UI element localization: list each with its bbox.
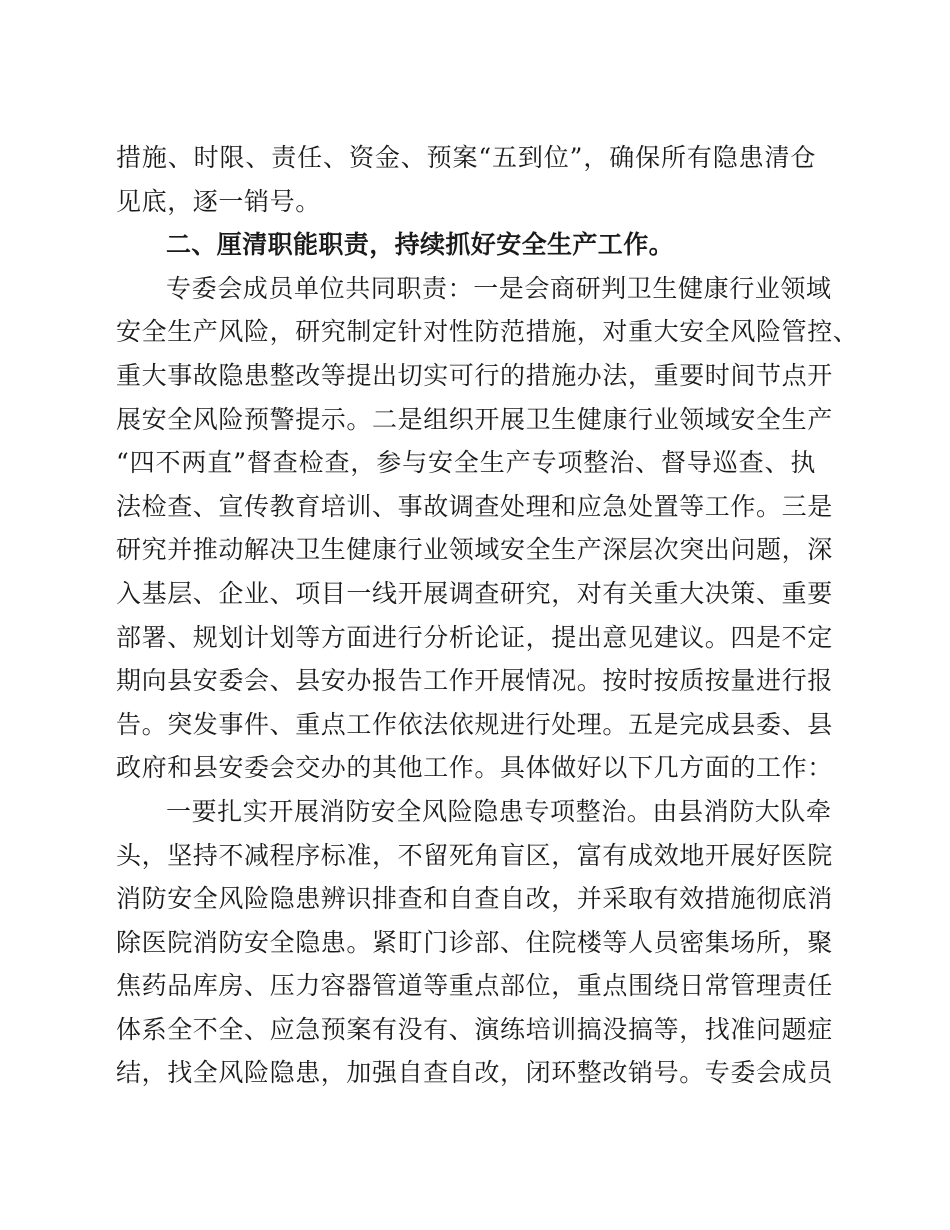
text-line: 体系全不全、应急预案有没有、演练培训搞没搞等，找准问题症 [116,1014,833,1044]
text-line: 部署、规划计划等方面进行分析论证，提出意见建议。四是不定 [116,622,833,652]
text-line: 重大事故隐患整改等提出切实可行的措施办法，重要时间节点开 [116,360,833,390]
section-heading [116,223,816,267]
text-line: 焦药品库房、压力容器管道等重点部位，重点围绕日常管理责任 [116,971,833,1001]
text-line: 研究并推动解决卫生健康行业领域安全生产深层次突出问题，深 [116,535,833,565]
text-line: 见底，逐一销号。 [116,186,321,216]
text-line: 安全生产风险，研究制定针对性防范措施，对重大安全风险管控、 [116,317,859,347]
text-line: 政府和县安委会交办的其他工作。具体做好以下几方面的工作： [116,753,833,783]
text-line: 期向县安委会、县安办报告工作开展情况。按时按质按量进行报 [116,666,833,696]
text-line: “四不两直”督查检查，参与安全生产专项整治、督导巡查、执 [116,448,816,478]
text-line: 结，找全风险隐患，加强自查自改，闭环整改销号。专委会成员 [116,1058,833,1088]
text-line: 除医院消防安全隐患。紧盯门诊部、住院楼等人员密集场所，聚 [116,927,833,957]
text-line: 二、厘清职能职责，持续抓好安全生产工作。 [166,230,675,260]
text-line: 消防安全风险隐患辨识排查和自查自改，并采取有效措施彻底消 [116,884,833,914]
text-line: 告。突发事件、重点工作依法依规进行处理。五是完成县委、县 [116,709,833,739]
text-line: 一要扎实开展消防安全风险隐患专项整治。由县消防大队牵 [166,796,832,826]
paragraph-continuation [116,136,816,223]
text-line: 头，坚持不减程序标准，不留死角盲区，富有成效地开展好医院 [116,840,833,870]
paragraph-fire-safety [116,790,833,1095]
text-line: 措施、时限、责任、资金、预案“五到位”，确保所有隐患清仓 [116,143,816,172]
text-line: 专委会成员单位共同职责：一是会商研判卫生健康行业领域 [166,273,832,303]
paragraph-duties [116,267,859,790]
text-line: 法检查、宣传教育培训、事故调查处理和应急处置等工作。三是 [116,491,833,521]
text-line: 展安全风险预警提示。二是组织开展卫生健康行业领域安全生产 [116,404,833,434]
text-line: 入基层、企业、项目一线开展调查研究，对有关重大决策、重要 [116,578,833,608]
document-page [116,136,859,1095]
